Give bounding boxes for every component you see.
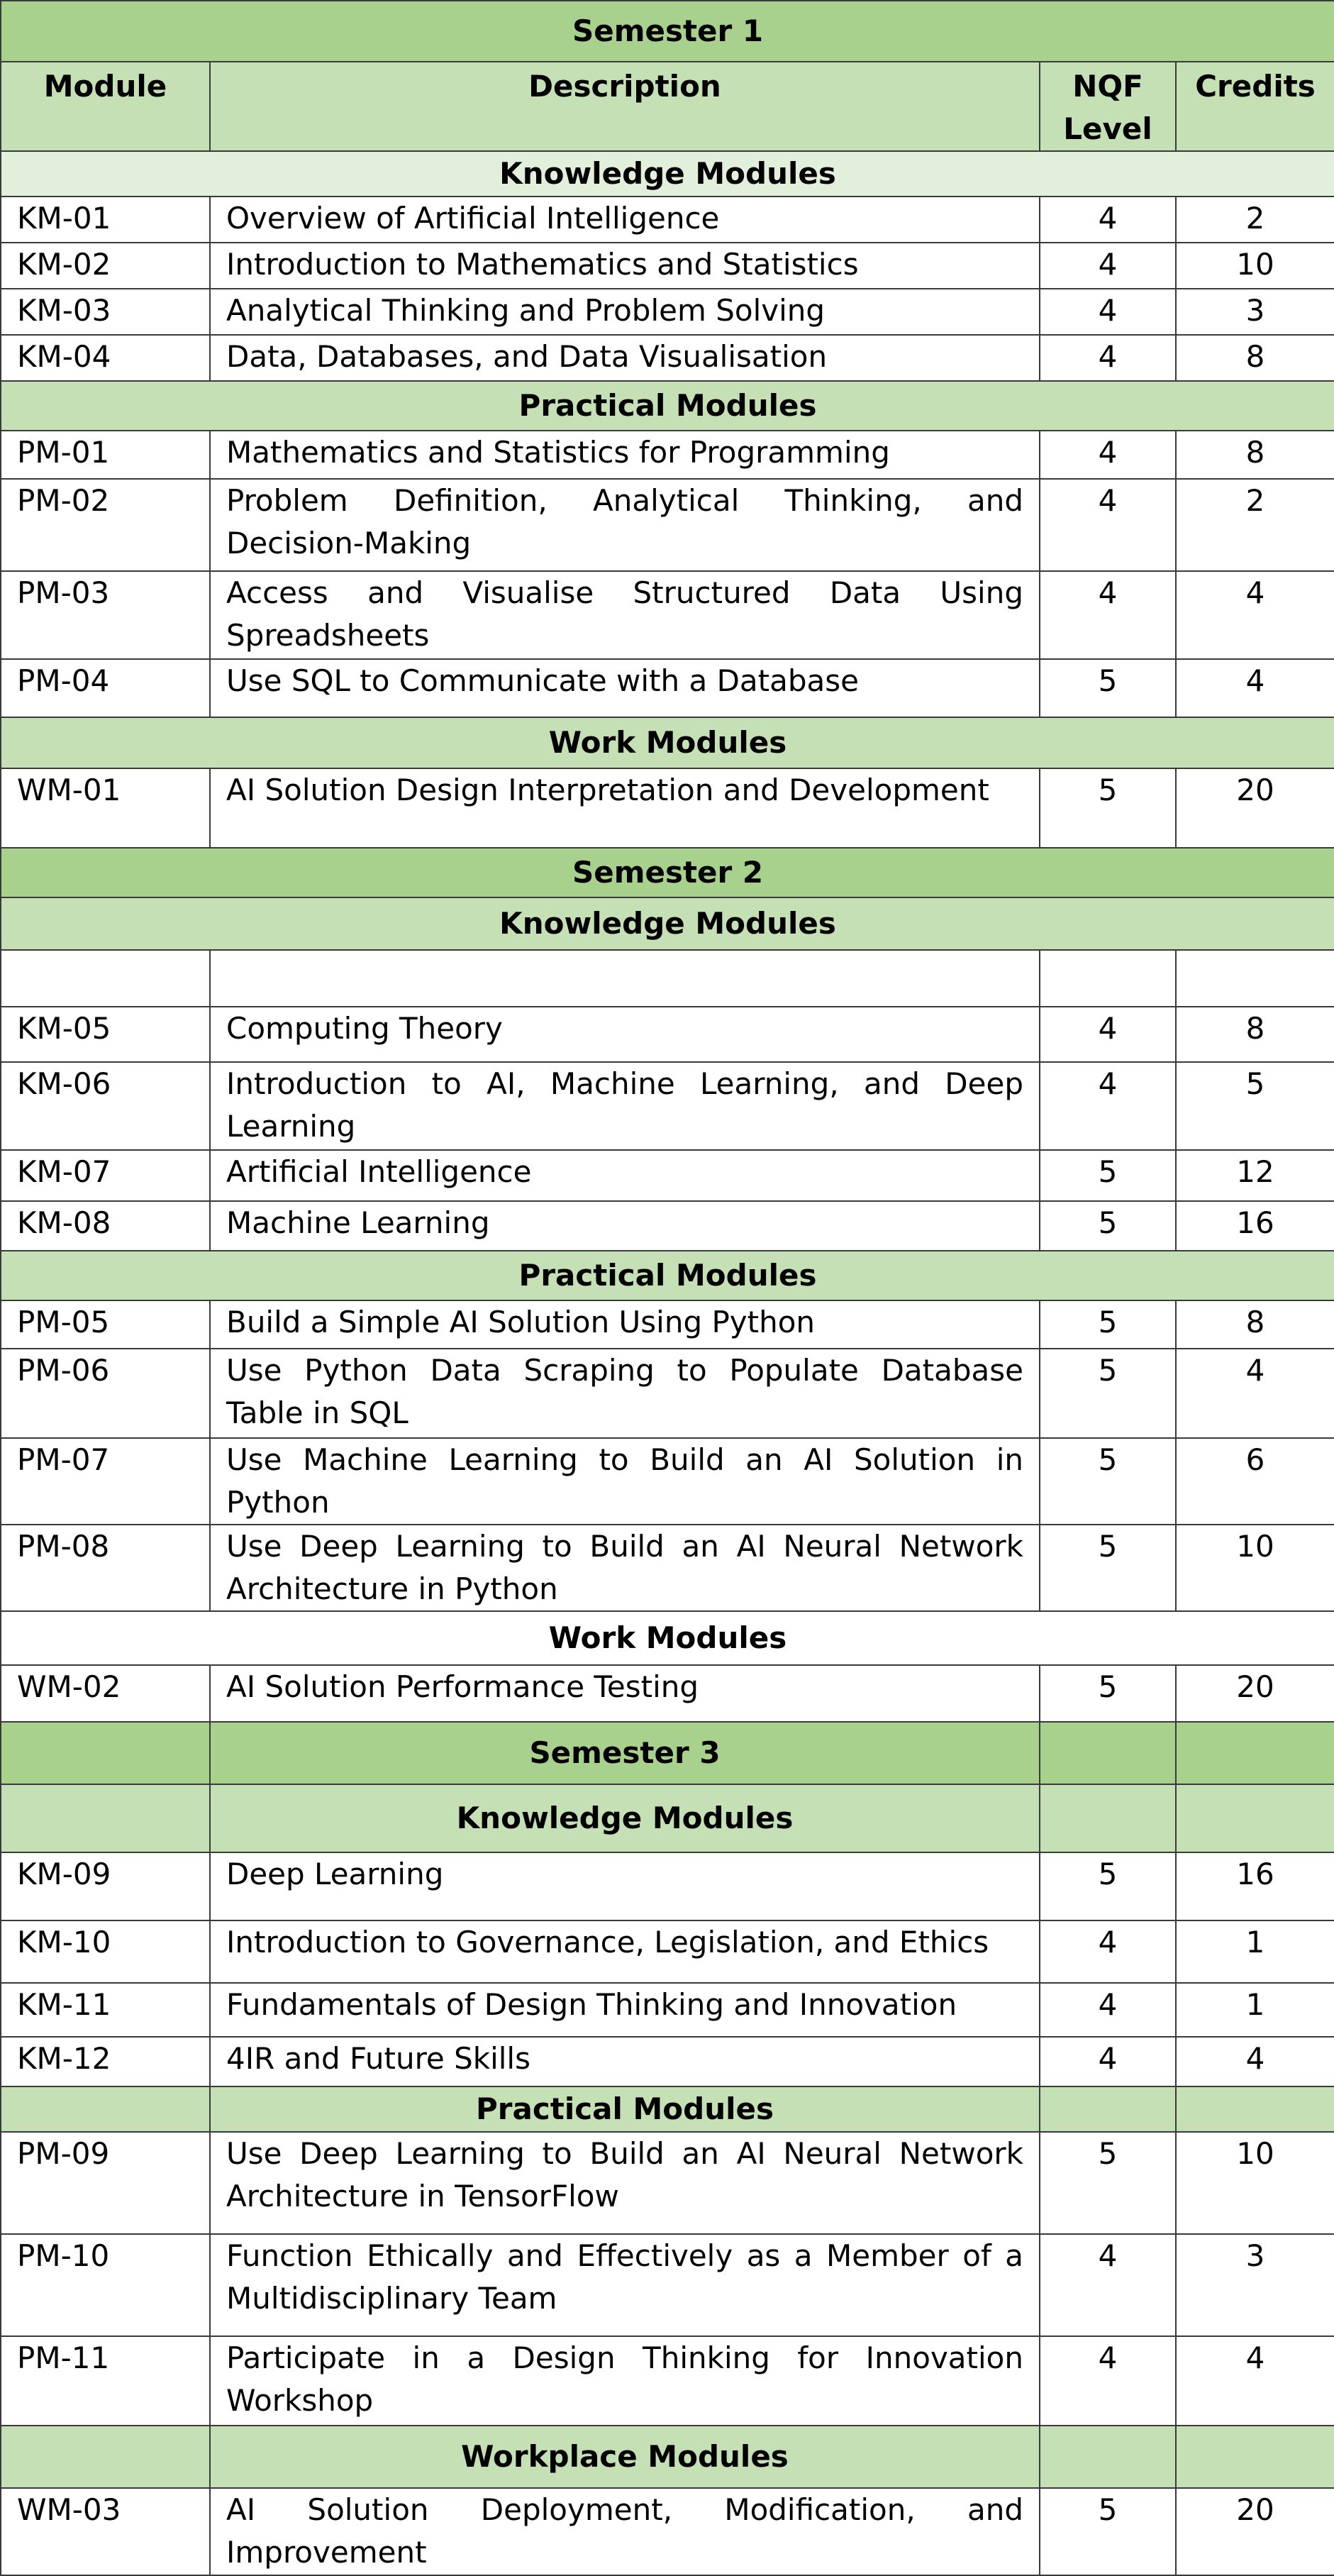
nqf-level: 5 — [1040, 1349, 1176, 1438]
nqf-level: 5 — [1040, 768, 1176, 848]
table-row — [1, 1852, 1334, 1920]
credits: 16 — [1176, 1852, 1334, 1920]
module-description: Use Deep Learning to Build an AI Neural Network Architecture in Python — [210, 1525, 1040, 1611]
semester-1-header-row — [1, 1, 1334, 62]
column-header-nqf-level: NQF Level — [1040, 62, 1176, 151]
nqf-level: 5 — [1040, 1300, 1176, 1349]
module-description: Fundamentals of Design Thinking and Innovation — [210, 1983, 1040, 2037]
module-code: WM-01 — [1, 768, 210, 848]
credits: 10 — [1176, 1525, 1334, 1611]
table-row — [1, 2037, 1334, 2086]
table-row — [1, 1300, 1334, 1349]
module-description: Machine Learning — [210, 1201, 1040, 1251]
nqf-level: 5 — [1040, 659, 1176, 717]
credits: 1 — [1176, 1920, 1334, 1983]
credits: 4 — [1176, 2037, 1334, 2086]
module-description: Deep Learning — [210, 1852, 1040, 1920]
section-title-workplace: Workplace Modules — [210, 2426, 1040, 2488]
column-header-row — [1, 62, 1334, 151]
module-description: Data, Databases, and Data Visualisation — [210, 335, 1040, 381]
credits: 10 — [1176, 2132, 1334, 2234]
empty-cell — [1176, 1784, 1334, 1852]
module-description: Mathematics and Statistics for Programming — [210, 431, 1040, 479]
module-code: PM-02 — [1, 479, 210, 571]
module-description: Participate in a Design Thinking for Innovation Workshop — [210, 2336, 1040, 2426]
credits: 5 — [1176, 1062, 1334, 1150]
credits: 4 — [1176, 2336, 1334, 2426]
table-row — [1, 479, 1334, 571]
table-row — [1, 2132, 1334, 2234]
table-row — [1, 243, 1334, 289]
empty-cell — [1040, 2426, 1176, 2488]
section-title-knowledge: Knowledge Modules — [1, 897, 1334, 950]
table-row — [1, 1150, 1334, 1201]
table-row — [1, 289, 1334, 335]
credits: 8 — [1176, 1300, 1334, 1349]
table-row — [1, 2488, 1334, 2575]
module-code: KM-09 — [1, 1852, 210, 1920]
credits: 4 — [1176, 1349, 1334, 1438]
credits: 12 — [1176, 1150, 1334, 1201]
empty-row — [1, 950, 1334, 1007]
section-title-practical: Practical Modules — [1, 381, 1334, 431]
empty-cell — [1176, 950, 1334, 1007]
credits: 10 — [1176, 243, 1334, 289]
table-row — [1, 768, 1334, 848]
table-row — [1, 1665, 1334, 1722]
section-title-practical: Practical Modules — [210, 2086, 1040, 2132]
module-code: PM-11 — [1, 2336, 210, 2426]
module-description: Build a Simple AI Solution Using Python — [210, 1300, 1040, 1349]
module-code: KM-05 — [1, 1007, 210, 1062]
table-row — [1, 1007, 1334, 1062]
table-row — [1, 2336, 1334, 2426]
section-row — [1, 897, 1334, 950]
module-description: Problem Definition, Analytical Thinking, and Decision-Making — [210, 479, 1040, 571]
section-title-practical: Practical Modules — [1, 1251, 1334, 1300]
nqf-level: 4 — [1040, 2037, 1176, 2086]
nqf-level: 4 — [1040, 243, 1176, 289]
empty-cell — [1040, 2086, 1176, 2132]
column-header-credits: Credits — [1176, 62, 1334, 151]
table-row — [1, 2234, 1334, 2336]
module-description: AI Solution Performance Testing — [210, 1665, 1040, 1722]
section-title-knowledge: Knowledge Modules — [210, 1784, 1040, 1852]
empty-cell — [1, 1722, 210, 1784]
module-description: AI Solution Design Interpretation and Development — [210, 768, 1040, 848]
empty-cell — [1176, 2086, 1334, 2132]
table-row — [1, 1349, 1334, 1438]
section-row — [1, 2086, 1334, 2132]
nqf-level: 4 — [1040, 479, 1176, 571]
empty-cell — [1176, 2426, 1334, 2488]
module-code: PM-09 — [1, 2132, 210, 2234]
module-description: Use Deep Learning to Build an AI Neural Network Architecture in TensorFlow — [210, 2132, 1040, 2234]
module-code: PM-10 — [1, 2234, 210, 2336]
module-description: Computing Theory — [210, 1007, 1040, 1062]
module-code: KM-08 — [1, 1201, 210, 1251]
table-row — [1, 1983, 1334, 2037]
module-code: PM-07 — [1, 1438, 210, 1525]
nqf-level: 5 — [1040, 1150, 1176, 1201]
credits: 3 — [1176, 2234, 1334, 2336]
nqf-level: 4 — [1040, 1920, 1176, 1983]
module-code: KM-10 — [1, 1920, 210, 1983]
module-code: PM-01 — [1, 431, 210, 479]
credits: 8 — [1176, 1007, 1334, 1062]
credits: 4 — [1176, 659, 1334, 717]
nqf-level: 5 — [1040, 1438, 1176, 1525]
semester-2-header-row — [1, 848, 1334, 897]
nqf-level: 5 — [1040, 2488, 1176, 2575]
credits: 20 — [1176, 1665, 1334, 1722]
module-description: Introduction to Mathematics and Statistics — [210, 243, 1040, 289]
credits: 8 — [1176, 335, 1334, 381]
nqf-level: 5 — [1040, 1525, 1176, 1611]
table-row — [1, 335, 1334, 381]
empty-cell — [1040, 1722, 1176, 1784]
empty-cell — [1, 950, 210, 1007]
semester-1-title: Semester 1 — [1, 1, 1334, 62]
table-row — [1, 431, 1334, 479]
section-title-knowledge: Knowledge Modules — [1, 151, 1334, 197]
semester-3-title: Semester 3 — [210, 1722, 1040, 1784]
section-row — [1, 381, 1334, 431]
module-code: KM-03 — [1, 289, 210, 335]
section-row — [1, 151, 1334, 197]
module-code: KM-04 — [1, 335, 210, 381]
module-code: WM-02 — [1, 1665, 210, 1722]
empty-cell — [1, 2426, 210, 2488]
credits: 20 — [1176, 2488, 1334, 2575]
credits: 20 — [1176, 768, 1334, 848]
nqf-level: 5 — [1040, 1852, 1176, 1920]
module-code: KM-06 — [1, 1062, 210, 1150]
nqf-level: 4 — [1040, 2234, 1176, 2336]
module-code: PM-05 — [1, 1300, 210, 1349]
module-code: KM-01 — [1, 197, 210, 243]
nqf-level: 4 — [1040, 1007, 1176, 1062]
module-description: 4IR and Future Skills — [210, 2037, 1040, 2086]
module-description: Access and Visualise Structured Data Using Spreadsheets — [210, 571, 1040, 659]
section-row — [1, 1611, 1334, 1665]
nqf-level: 4 — [1040, 1062, 1176, 1150]
nqf-level: 4 — [1040, 1983, 1176, 2037]
module-code: PM-03 — [1, 571, 210, 659]
module-description: Use Python Data Scraping to Populate Database Table in SQL — [210, 1349, 1040, 1438]
table-row — [1, 1525, 1334, 1611]
module-description: Analytical Thinking and Problem Solving — [210, 289, 1040, 335]
table-row — [1, 1438, 1334, 1525]
module-code: KM-11 — [1, 1983, 210, 2037]
section-row — [1, 1784, 1334, 1852]
section-row — [1, 717, 1334, 768]
nqf-level: 4 — [1040, 289, 1176, 335]
empty-cell — [1040, 950, 1176, 1007]
nqf-level: 4 — [1040, 2336, 1176, 2426]
nqf-level: 5 — [1040, 1201, 1176, 1251]
module-code: PM-06 — [1, 1349, 210, 1438]
credits: 6 — [1176, 1438, 1334, 1525]
section-row — [1, 2426, 1334, 2488]
empty-cell — [1, 2086, 210, 2132]
nqf-level: 4 — [1040, 431, 1176, 479]
table-row — [1, 659, 1334, 717]
table-row — [1, 197, 1334, 243]
credits: 2 — [1176, 197, 1334, 243]
credits: 8 — [1176, 431, 1334, 479]
nqf-level: 5 — [1040, 1665, 1176, 1722]
credits: 2 — [1176, 479, 1334, 571]
section-title-work: Work Modules — [1, 1611, 1334, 1665]
credits: 1 — [1176, 1983, 1334, 2037]
empty-cell — [1176, 1722, 1334, 1784]
module-code: WM-03 — [1, 2488, 210, 2575]
module-description: Introduction to AI, Machine Learning, and Deep Learning — [210, 1062, 1040, 1150]
module-description: Overview of Artificial Intelligence — [210, 197, 1040, 243]
section-title-work: Work Modules — [1, 717, 1334, 768]
table-row — [1, 571, 1334, 659]
module-description: Artificial Intelligence — [210, 1150, 1040, 1201]
nqf-level: 5 — [1040, 2132, 1176, 2234]
empty-cell — [210, 950, 1040, 1007]
section-row — [1, 1251, 1334, 1300]
table-row — [1, 1920, 1334, 1983]
semester-2-title: Semester 2 — [1, 848, 1334, 897]
module-code: PM-04 — [1, 659, 210, 717]
semester-3-header-row — [1, 1722, 1334, 1784]
column-header-module: Module — [1, 62, 210, 151]
module-code: KM-12 — [1, 2037, 210, 2086]
empty-cell — [1040, 1784, 1176, 1852]
empty-cell — [1, 1784, 210, 1852]
table-row — [1, 1062, 1334, 1150]
module-code: KM-07 — [1, 1150, 210, 1201]
nqf-level: 4 — [1040, 571, 1176, 659]
module-code: KM-02 — [1, 243, 210, 289]
module-description: Function Ethically and Effectively as a Member of a Multidisciplinary Team — [210, 2234, 1040, 2336]
nqf-level: 4 — [1040, 335, 1176, 381]
module-description: AI Solution Deployment, Modification, and Improvement — [210, 2488, 1040, 2575]
credits: 3 — [1176, 289, 1334, 335]
nqf-level: 4 — [1040, 197, 1176, 243]
column-header-description: Description — [210, 62, 1040, 151]
module-description: Introduction to Governance, Legislation, and Ethics — [210, 1920, 1040, 1983]
module-description: Use SQL to Communicate with a Database — [210, 659, 1040, 717]
credits: 4 — [1176, 571, 1334, 659]
credits: 16 — [1176, 1201, 1334, 1251]
module-description: Use Machine Learning to Build an AI Solution in Python — [210, 1438, 1040, 1525]
table-row — [1, 1201, 1334, 1251]
module-code: PM-08 — [1, 1525, 210, 1611]
